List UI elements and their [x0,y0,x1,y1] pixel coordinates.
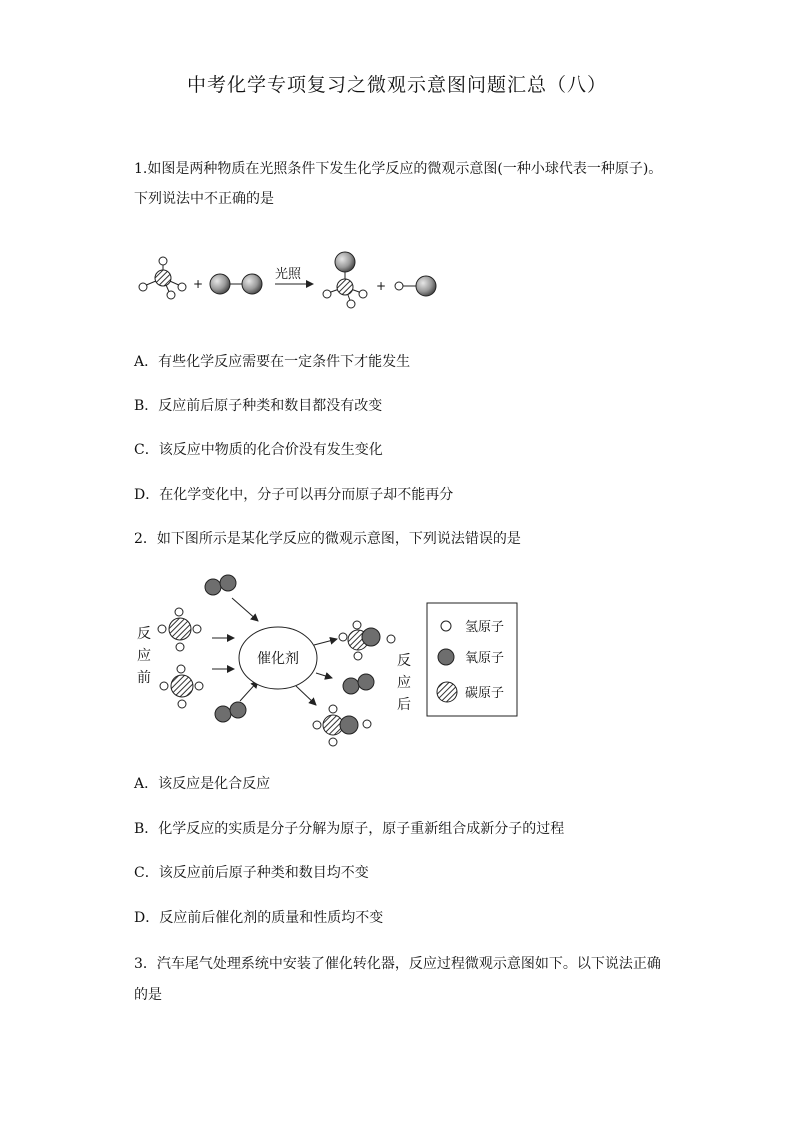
after-label-2: 应 [397,675,411,691]
q2-option-c: C．该反应前后原子种类和数目均不变 [134,865,369,881]
oxygen-molecule-top [205,575,236,595]
q1-option-b: B．反应前后原子种类和数目都没有改变 [134,398,383,414]
after-label-3: 后 [397,697,411,713]
hydrogen-atom-icon [441,621,451,631]
oxygen-atom-icon [438,649,454,665]
q2-option-b: B．化学反应的实质是分子分解为原子，原子重新组合成新分子的过程 [134,821,565,837]
oxygen-molecule-bottom [215,702,246,722]
q2-option-a: A．该反应是化合反应 [134,776,271,792]
q1-option-d: D．在化学变化中，分子可以再分而原子却不能再分 [134,487,454,503]
before-label-3: 前 [137,670,151,686]
q1-option-a: A．有些化学反应需要在一定条件下才能发生 [134,354,411,370]
q2-stem: 2．如下图所示是某化学反应的微观示意图，下列说法错误的是 [134,531,521,547]
q1-reaction-diagram [0,240,794,320]
q3-stem-line2: 的是 [134,987,162,1003]
q1-stem-line2: 下列说法中不正确的是 [134,191,274,207]
q2-reaction-diagram [0,565,794,750]
after-label-1: 反 [397,653,411,669]
methane-reactant-2 [160,665,203,708]
q3-stem-line1: 3．汽车尾气处理系统中安装了催化转化器，反应过程微观示意图如下。以下说法正确 [134,956,661,972]
page-title: 中考化学专项复习之微观示意图问题汇总（八） [186,74,607,96]
oxygen-molecule-product [343,674,374,694]
catalyst-label: 催化剂 [257,651,299,667]
q1-plus-1: + [193,277,204,291]
hydrogen-chloride-molecule [395,276,436,296]
before-label-1: 反 [137,626,151,642]
chloromethane-molecule [323,252,367,308]
q1-condition-label: 光照 [275,267,302,282]
legend-oxygen: 氧原子 [465,651,505,666]
q1-option-c: C．该反应中物质的化合价没有发生变化 [134,442,383,458]
chlorine-molecule [210,274,262,294]
methane-molecule [139,257,186,299]
q2-option-d: D．反应前后催化剂的质量和性质均不变 [134,910,384,926]
legend-hydrogen: 氢原子 [465,620,505,635]
carbon-atom-icon [437,682,457,702]
before-label-2: 应 [137,648,151,664]
q1-plus-2: + [376,279,387,293]
product-molecule-1 [339,621,395,660]
q1-stem-line1: 1.如图是两种物质在光照条件下发生化学反应的微观示意图(一种小球代表一种原子)。 [134,161,663,177]
legend-carbon: 碳原子 [465,686,505,701]
methane-reactant-1 [158,608,201,651]
product-molecule-2 [313,705,371,746]
